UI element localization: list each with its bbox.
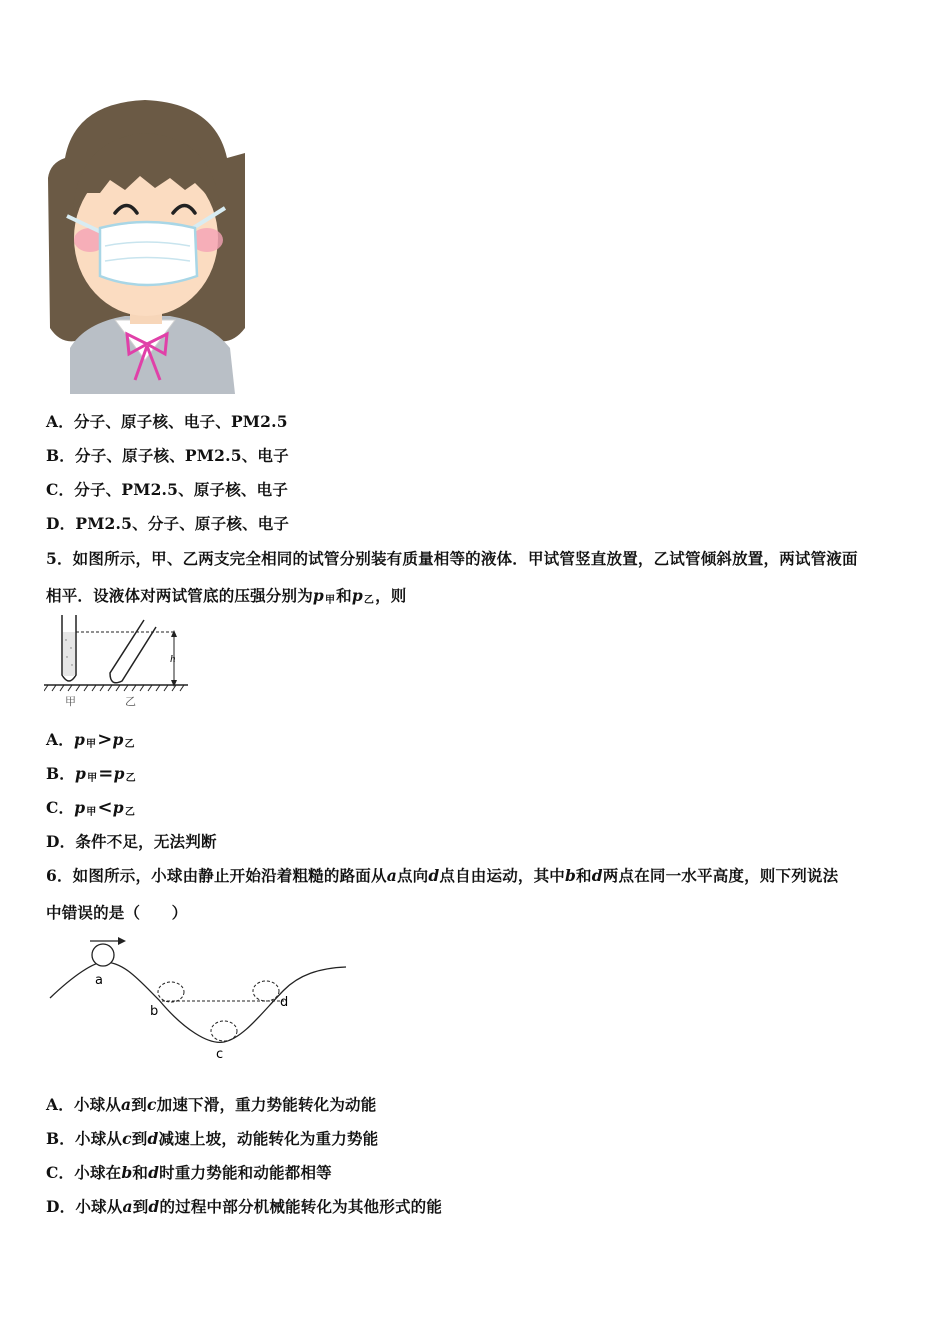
q4-option-c[interactable]: C．分子、PM2.5、原子核、电子 [46, 480, 289, 499]
label-yi: 乙 [125, 695, 136, 708]
q6-stem-line2: 中错误的是（ ） [46, 903, 188, 922]
q6-option-b[interactable]: B．小球从c到d减速上坡，动能转化为重力势能 [46, 1129, 379, 1148]
q5-stem-line1: 5．如图所示，甲、乙两支完全相同的试管分别装有质量相等的液体．甲试管竖直放置，乙试管倾斜放置，两试管液面 [46, 549, 858, 568]
q4-option-b[interactable]: B．分子、原子核、PM2.5、电子 [46, 446, 289, 465]
ball-path-figure [44, 930, 354, 1065]
q4-option-d[interactable]: D．PM2.5、分子、原子核、电子 [46, 514, 290, 533]
test-tubes-figure [44, 615, 194, 710]
label-c: c [216, 1047, 224, 1062]
label-h: h [170, 653, 176, 665]
q5-option-c[interactable]: C．$p_甲<p_乙$ [46, 797, 136, 818]
label-a: a [95, 973, 103, 988]
girl-with-mask-illustration [45, 98, 247, 394]
label-d: d [280, 995, 289, 1010]
q5-option-a[interactable]: A．$p_甲>p_乙$ [46, 729, 135, 750]
q6-option-d[interactable]: D．小球从a到d的过程中部分机械能转化为其他形式的能 [46, 1197, 443, 1216]
q6-option-a[interactable]: A．小球从a到c加速下滑，重力势能转化为动能 [46, 1095, 377, 1114]
label-jia: 甲 [65, 695, 76, 708]
q5-option-b[interactable]: B．$p_甲=p_乙$ [46, 763, 136, 784]
q5-option-d[interactable]: D．条件不足，无法判断 [46, 832, 217, 851]
label-b: b [150, 1004, 159, 1019]
q6-option-c[interactable]: C．小球在b和d时重力势能和动能都相等 [46, 1163, 332, 1182]
q6-stem-line1: 6．如图所示，小球由静止开始沿着粗糙的路面从a点向d点自由运动，其中b和d两点在同一水平高度，则下列说法 [46, 866, 839, 885]
q4-option-a[interactable]: A．分子、原子核、电子、PM2.5 [46, 412, 288, 431]
q5-stem-line2: 相平．设液体对两试管底的压强分别为$p_甲$和$p_乙$，则 [46, 586, 407, 606]
